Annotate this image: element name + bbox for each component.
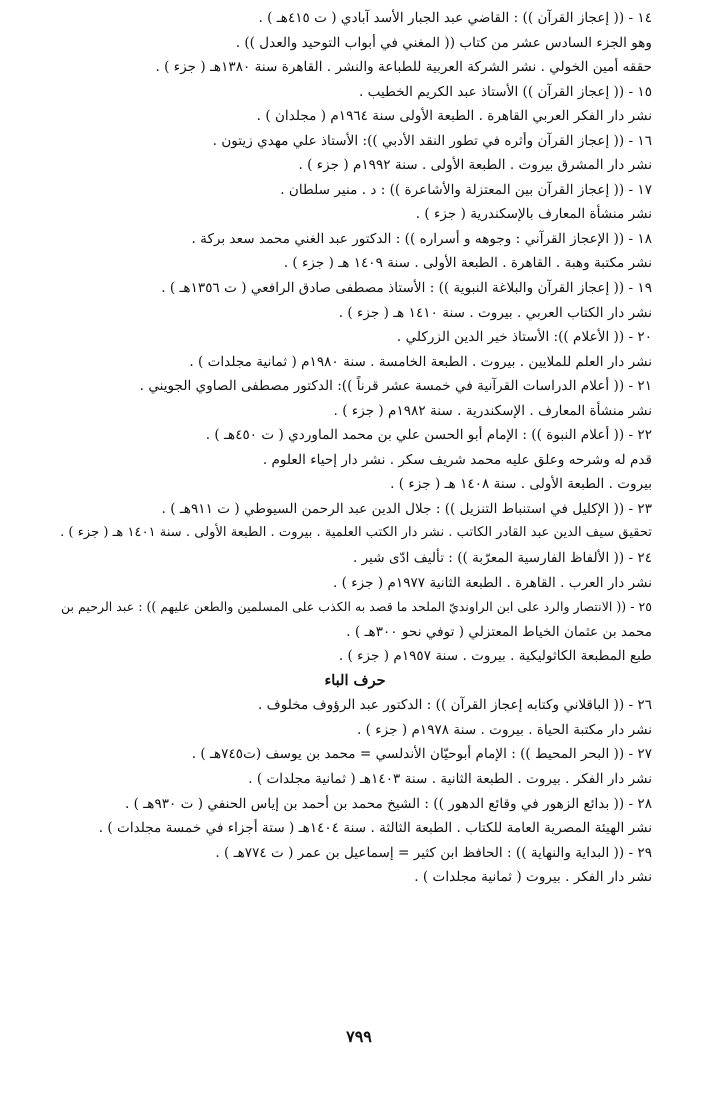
entry-22-editor: قدم له وشرحه وعلق عليه محمد شريف سكر . نشر دار إحياء العلوم . xyxy=(262,451,652,468)
entry-22-publication: بيروت . الطبعة الأولى . سنة ١٤٠٨ هـ ( جزء ) . xyxy=(390,476,652,493)
entry-20-title: ٢٠ - (( الأعلام )): الأستاذ خير الدين الزركلي . xyxy=(396,329,652,346)
entry-29-publication: نشر دار الفكر . بيروت ( ثمانية مجلدات ) . xyxy=(414,869,652,886)
bibliography-list xyxy=(58,10,652,894)
section-heading: حرف الباء xyxy=(324,671,386,689)
entry-25-title: ٢٥ - (( الانتصار والرد على ابن الراونديّ الملحد ما قصد به الكذب على المسلمين والطعن عليهم )) : عبد الرحيم بن xyxy=(60,599,652,615)
entry-25-author: محمد بن عثمان الخياط المعتزلي ( توفي نحو ٣٠٠هـ ) . xyxy=(346,623,652,640)
entry-27-publication: نشر دار الفكر . بيروت . الطبعة الثانية . سنة ١٤٠٣هـ ( ثمانية مجلدات ) . xyxy=(248,770,652,787)
entry-15-publication: نشر دار الفكر العربي القاهرة . الطبعة الأولى سنة ١٩٦٤م ( مجلدان ) . xyxy=(256,108,652,125)
entry-20-publication: نشر دار العلم للملايين . بيروت . الطبعة الخامسة . سنة ١٩٨٠م ( ثمانية مجلدات ) . xyxy=(189,353,652,370)
entry-14-publication: حققه أمين الخولي . نشر الشركة العربية للطباعة والنشر . القاهرة سنة ١٣٨٠هـ ( جزء ) . xyxy=(155,59,652,76)
entry-17-title: ١٧ - (( إعجاز القرآن بين المعتزلة والأشاعرة )) : د . منير سلطان . xyxy=(280,181,652,198)
entry-15-title: ١٥ - (( إعجاز القرآن )) الأستاذ عبد الكريم الخطيب . xyxy=(359,83,652,100)
entry-28-publication: نشر الهيئة المصرية العامة للكتاب . الطبعة الثالثة . سنة ١٤٠٤هـ ( ستة أجزاء في خمسة مجلدات ) . xyxy=(98,820,652,837)
entry-14-title: ١٤ - (( إعجاز القرآن )) : القاضي عبد الجبار الأسد آبادي ( ت ٤١٥هـ ) . xyxy=(258,10,652,26)
entry-25-publication: طبع المطبعة الكاثوليكية . بيروت . سنة ١٩٥٧م ( جزء ) . xyxy=(338,648,652,665)
entry-29-title: ٢٩ - (( البداية والنهاية )) : الحافظ ابن كثير = إسماعيل بن عمر ( ت ٧٧٤هـ ) . xyxy=(215,844,652,861)
entry-19-title: ١٩ - (( إعجاز القرآن والبلاغة النبوية )) : الأستاذ مصطفى صادق الرافعي ( ت ١٣٥٦هـ ) . xyxy=(161,280,652,297)
entry-26-title: ٢٦ - (( الباقلاني وكتابه إعجاز القرآن )) : الدكتور عبد الرؤوف مخلوف . xyxy=(257,697,652,714)
entry-14-note: وهو الجزء السادس عشر من كتاب (( المغني في أبواب التوحيد والعدل )) . xyxy=(235,34,652,51)
entry-16-title: ١٦ - (( إعجاز القرآن وأثره في تطور النقد الأدبي )): الأستاذ علي مهدي زيتون . xyxy=(212,132,652,149)
entry-23-publication: تحقيق سيف الدين عبد القادر الكاتب . نشر دار الكتب العلمية . بيروت . الطبعة الأولى . سنة ١٤٠١ هـ ( جزء ) . xyxy=(60,525,652,541)
entry-21-title: ٢١ - (( أعلام الدراسات القرآنية في خمسة عشر قرناً )): الدكتور مصطفى الصاوي الجويني . xyxy=(139,378,652,395)
entry-28-title: ٢٨ - (( بدائع الزهور في وقائع الدهور )) : الشيخ محمد بن أحمد بن إياس الحنفي ( ت ٩٣٠هـ ) . xyxy=(125,795,652,812)
entry-18-publication: نشر مكتبة وهبة . القاهرة . الطبعة الأولى . سنة ١٤٠٩ هـ ( جزء ) . xyxy=(283,255,652,272)
entry-19-publication: نشر دار الكتاب العربي . بيروت . سنة ١٤١٠ هـ ( جزء ) . xyxy=(338,304,652,321)
entry-24-title: ٢٤ - (( الألفاظ الفارسية المعرّبة )) : تأليف ادّى شير . xyxy=(352,550,652,567)
entry-17-publication: نشر منشأة المعارف بالإسكندرية ( جزء ) . xyxy=(415,206,652,223)
entry-26-publication: نشر دار مكتبة الحياة . بيروت . سنة ١٩٧٨م ( جزء ) . xyxy=(356,721,652,738)
page-number: ٧٩٩ xyxy=(346,1027,372,1046)
entry-18-title: ١٨ - (( الإعجاز القرآني : وجوهه و أسراره )) : الدكتور عبد الغني محمد سعد بركة . xyxy=(191,230,652,247)
entry-22-title: ٢٢ - (( أعلام النبوة )) : الإمام أبو الحسن علي بن محمد الماوردي ( ت ٤٥٠هـ ) . xyxy=(205,427,652,444)
entry-21-publication: نشر منشأة المعارف . الإسكندرية . سنة ١٩٨٢م ( جزء ) . xyxy=(333,402,652,419)
entry-27-title: ٢٧ - (( البحر المحيط )) : الإمام أبوحيّان الأندلسي = محمد بن يوسف (ت٧٤٥هـ ) . xyxy=(191,746,652,763)
entry-24-publication: نشر دار العرب . القاهرة . الطبعة الثانية ١٩٧٧م ( جزء ) . xyxy=(332,574,652,591)
entry-16-publication: نشر دار المشرق بيروت . الطبعة الأولى . سنة ١٩٩٢م ( جزء ) . xyxy=(298,157,652,174)
entry-23-title: ٢٣ - (( الإكليل في استنباط التنزيل )) : جلال الدين عبد الرحمن السيوطي ( ت ٩١١هـ ) . xyxy=(161,500,652,517)
